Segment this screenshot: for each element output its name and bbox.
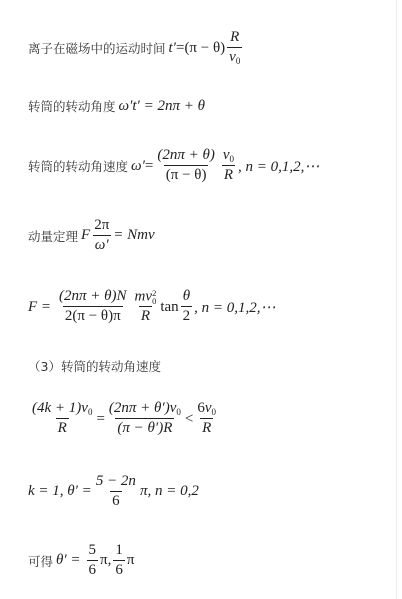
fraction-theta-over-2: $\frac{\theta}{2}$: [182, 288, 191, 324]
fraction-5-over-6: $\frac{5}{6}$: [88, 542, 97, 578]
label-motion-time: 离子在磁场中的运动时间: [28, 41, 166, 57]
line-momentum-theorem: 动量定理 F $\frac{2\pi}{\omega'}$ = Nmv: [28, 217, 155, 253]
line-final-result: 可得 θ′ = $\frac{5}{6}$ π, $\frac{1}{6}$ π: [28, 542, 135, 578]
fraction-5-2n-over-6: $\frac{5 - 2n}{6}$: [95, 473, 136, 509]
fraction-force-main: $\frac{(2n\pi + \theta)N}{2(\pi - \theta)\pi}$: [59, 288, 127, 324]
line-force-expression: F = $\frac{(2n\pi + \theta)N}{2(\pi - \theta)\pi}$ mv 2 0 R tan $\frac{\theta}{2}$ , n = 0,1,2,⋯: [28, 288, 276, 325]
fraction-1-over-6: $\frac{1}{6}$: [115, 542, 123, 578]
label-rotation-angle: 转筒的转动角度: [28, 99, 116, 114]
fraction-R-over-v0: $\frac{R}{v_0}$: [229, 29, 241, 66]
label-momentum-theorem: 动量定理: [28, 228, 79, 244]
line-k-solution: k = 1, θ′ = $\frac{5 - 2n}{6}$ π, n = 0,2: [28, 473, 199, 509]
line-velocity-inequality: $\frac{(4k + 1)v_0}{R}$ = $\frac{(2n\pi + \theta')v_0}{(\pi - \theta')R}$ < $\frac{6v_0}{R}$: [32, 400, 217, 437]
label-final: 可得: [28, 553, 54, 569]
fraction-2npi-theta-over-pi-theta: $\frac{(2n\pi + \theta)}{(\pi - \theta)}$: [157, 147, 215, 184]
line-motion-time: 离子在磁场中的运动时间 t′ = (π − θ) $\frac{R}{v_0}$: [28, 29, 241, 66]
line-rotation-angle: 转筒的转动角度 ω′t′ = 2nπ + θ: [28, 97, 205, 114]
label-angular-velocity: 转筒的转动角速度: [28, 159, 129, 175]
line-part3-heading: [28, 357, 164, 375]
fraction-v0-over-R: $\frac{v_0}{R}$: [222, 147, 235, 184]
fraction-2npi-thetap-v0: $\frac{(2n\pi + \theta')v_0}{(\pi - \theta')R}$: [108, 400, 181, 437]
label-part3: （3）转筒的转动角速度: [28, 359, 161, 374]
line-angular-velocity: 转筒的转动角速度 ω′ = $\frac{(2n\pi + \theta)}{(\pi - \theta)}$ $\frac{v_0}{R}$ , n = 0,1,2,⋯: [28, 147, 320, 184]
fraction-6v0-over-R: $\frac{6v_0}{R}$: [197, 400, 217, 437]
fraction-4k1-v0-over-R: $\frac{(4k + 1)v_0}{R}$: [32, 400, 93, 437]
fraction-mv0sq-over-R: mv 2 0 R: [134, 288, 157, 325]
fraction-2pi-over-omega: $\frac{2\pi}{\omega'}$: [94, 217, 110, 253]
